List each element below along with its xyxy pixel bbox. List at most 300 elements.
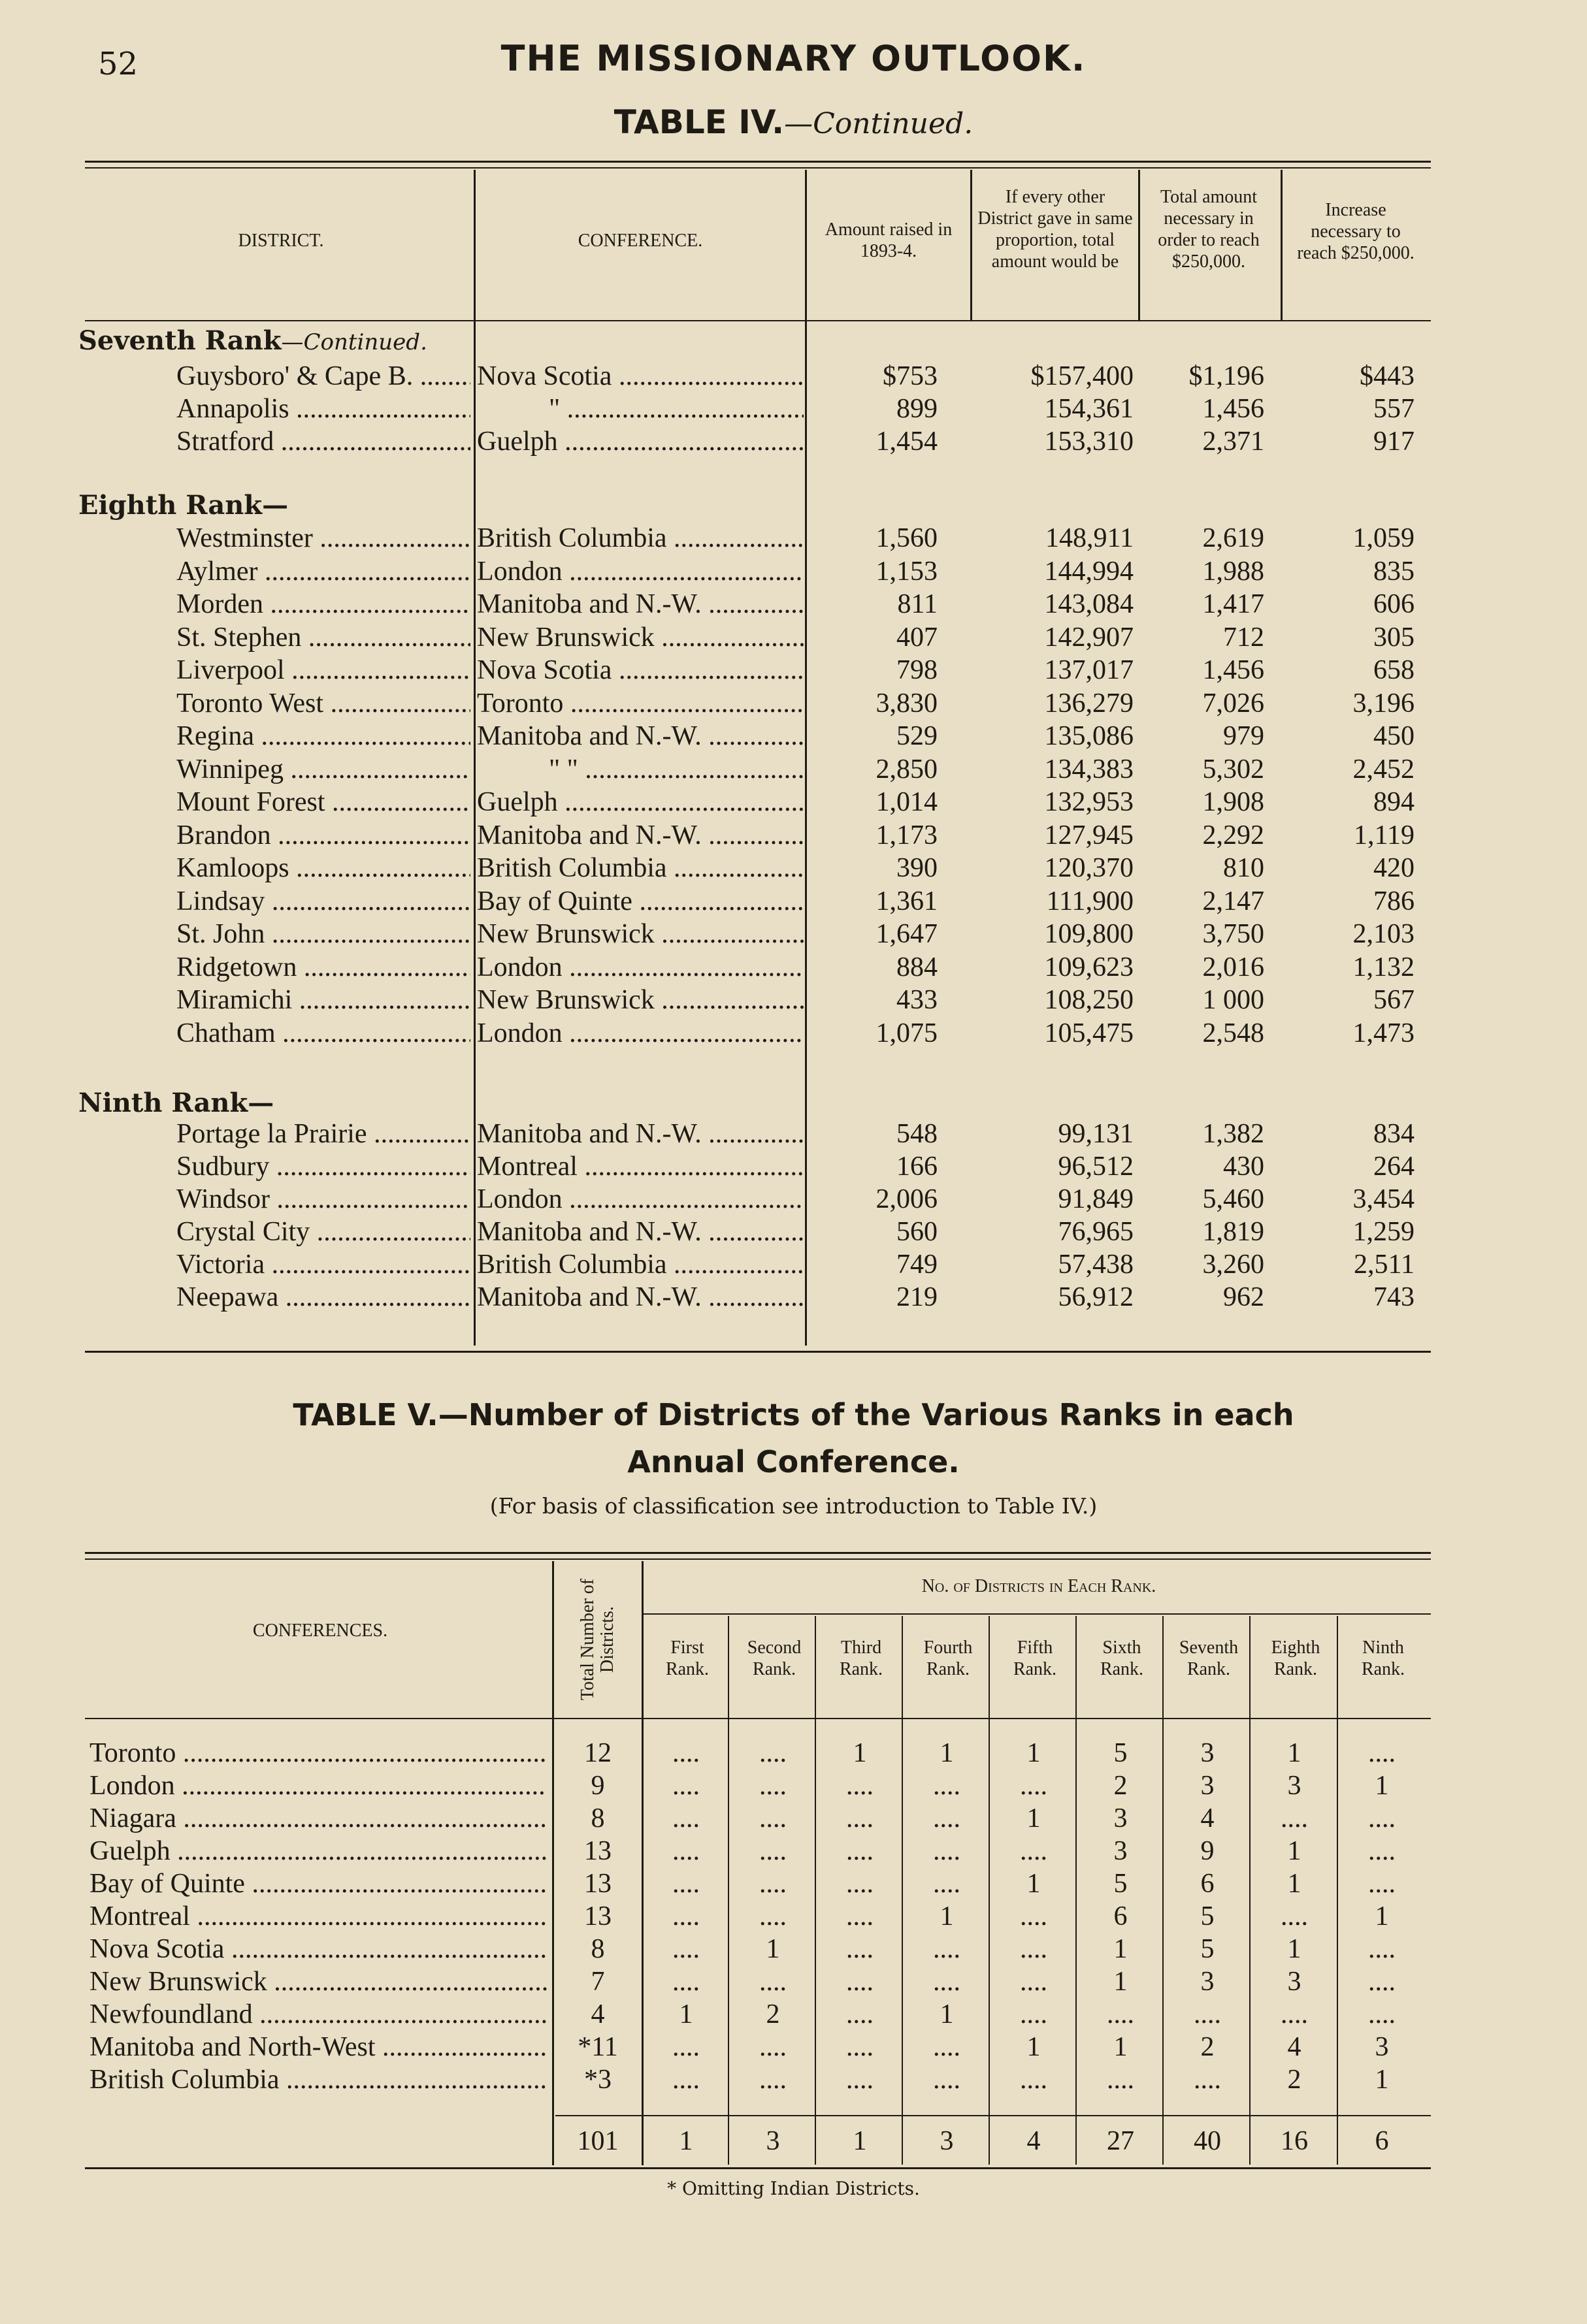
rank-count: 1 [853, 1738, 867, 1768]
rank-count: .... [759, 2065, 787, 2095]
rank-total: 16 [1281, 2126, 1308, 2156]
total-districts: 7 [591, 1967, 605, 1997]
rank-count: 1 [1113, 1934, 1128, 1964]
table-row [0, 589, 1587, 621]
conference-name: Manitoba and N.-W. ..... [477, 720, 804, 752]
amount-raised: 548 [896, 1119, 938, 1149]
total-districts: 12 [584, 1738, 612, 1768]
table-row [0, 1737, 1587, 1770]
increase-necessary: 2,511 [1354, 1250, 1415, 1280]
conference-name: British Columbia ..... [477, 523, 804, 554]
district-name: Kamloops ..... [176, 852, 470, 884]
rank-count: .... [1020, 1934, 1047, 1964]
header-total-districts: Total Number of Districts. [578, 1578, 617, 1701]
total-necessary: 712 [1223, 622, 1264, 653]
proportional-total: 154,361 [1044, 394, 1134, 424]
total-necessary: 5,302 [1202, 754, 1264, 784]
table-row [0, 361, 1587, 393]
conference-name: Toronto ..... [90, 1737, 547, 1769]
table4-bottom-rule [85, 1351, 1431, 1353]
header-amount-raised: Amount raised in 1893-4. [825, 219, 953, 261]
district-name: Chatham ..... [176, 1018, 470, 1049]
table-row [0, 786, 1587, 819]
conference-name: Guelph ..... [477, 786, 804, 818]
total-necessary: 962 [1223, 1282, 1264, 1312]
amount-raised: 884 [896, 952, 938, 982]
rank-count: .... [759, 1967, 787, 1997]
total-necessary: 1,988 [1202, 556, 1264, 587]
total-districts: *11 [578, 2032, 618, 2062]
rank-count: .... [1020, 1999, 1047, 2029]
rank-count: .... [672, 2065, 700, 2095]
total-necessary: 430 [1223, 1152, 1264, 1182]
table5-bottom-rule [85, 2167, 1431, 2169]
conference-name: Montreal ..... [90, 1901, 547, 1932]
conference-name: Manitoba and North-West ..... [90, 2031, 547, 2063]
district-name: Winnipeg ..... [176, 754, 470, 785]
conference-name: British Columbia ..... [477, 1249, 804, 1280]
district-name: Morden ..... [176, 589, 470, 620]
rank-count: .... [1368, 1967, 1396, 1997]
table-row [0, 820, 1587, 852]
rank-count: 5 [1200, 1901, 1215, 1931]
header-conference: CONFERENCE. [578, 231, 703, 251]
rank-count: 3 [1287, 1967, 1301, 1997]
rank-count: .... [1368, 1836, 1396, 1866]
table-row [0, 2064, 1587, 2097]
table-row [0, 720, 1587, 753]
rank-count: .... [933, 1803, 960, 1833]
increase-necessary: 1,059 [1352, 523, 1415, 553]
rank-count: 1 [940, 1999, 954, 2029]
rank-count: 5 [1113, 1869, 1128, 1899]
district-name: Victoria ..... [176, 1249, 470, 1280]
amount-raised: 1,454 [875, 427, 938, 457]
conference-name: Nova Scotia ..... [477, 361, 804, 392]
total-necessary: 1,417 [1202, 589, 1264, 619]
table-row [0, 754, 1587, 786]
table-row [0, 918, 1587, 951]
rank-count: 1 [1026, 1869, 1041, 1899]
rank-count: 3 [1200, 1967, 1215, 1997]
header-rank-9: Ninth Rank. [1361, 1638, 1405, 1679]
rank-count: .... [846, 1836, 874, 1866]
rank-count: .... [672, 1869, 700, 1899]
amount-raised: 2,006 [875, 1184, 938, 1214]
total-necessary: 979 [1223, 721, 1264, 751]
proportional-total: 148,911 [1045, 523, 1134, 553]
rank-count: 4 [1200, 1803, 1215, 1833]
rank-count: .... [1368, 1934, 1396, 1964]
increase-necessary: 2,103 [1352, 919, 1415, 949]
conference-name: British Columbia ..... [477, 852, 804, 884]
increase-necessary: 743 [1373, 1282, 1415, 1312]
total-necessary: 2,548 [1202, 1018, 1264, 1048]
proportional-total: 96,512 [1058, 1152, 1134, 1182]
table4-col-divider-4 [1138, 170, 1140, 320]
proportional-total: 109,623 [1044, 952, 1134, 982]
district-name: Toronto West ..... [176, 688, 470, 719]
table-row [0, 556, 1587, 589]
header-if-every-other: If every other District gave in same proportion, total amount would be [977, 187, 1133, 272]
rank-count: 1 [1026, 1738, 1041, 1768]
rank-count: .... [759, 1803, 787, 1833]
increase-necessary: 305 [1373, 622, 1415, 653]
district-name: Lindsay ..... [176, 886, 470, 917]
conference-name: New Brunswick ..... [477, 918, 804, 950]
total-necessary: 1,456 [1202, 394, 1264, 424]
rank-count: .... [1020, 1967, 1047, 1997]
table5-title-line1: TABLE V.—Number of Districts of the Various Ranks in each [293, 1397, 1294, 1432]
conference-name: New Brunswick ..... [477, 984, 804, 1016]
total-districts: 8 [591, 1803, 605, 1833]
table-row [0, 2031, 1587, 2064]
header-rank-1: First Rank. [665, 1638, 710, 1679]
rank-count: 6 [1113, 1901, 1128, 1931]
proportional-total: 109,800 [1044, 919, 1134, 949]
district-name: Brandon ..... [176, 820, 470, 851]
rank-count: .... [1020, 2065, 1047, 2095]
district-name: Miramichi ..... [176, 984, 470, 1016]
rank-count: 3 [1287, 1771, 1301, 1801]
rank-count: .... [672, 1901, 700, 1931]
header-rank-8: Eighth Rank. [1271, 1638, 1320, 1679]
header-rank-4: Fourth Rank. [923, 1638, 973, 1679]
district-name: Guysboro' & Cape B. ..... [176, 361, 470, 392]
table5-header-rule [85, 1718, 1431, 1719]
table4-top-rule-2 [85, 167, 1431, 169]
conference-name: Bay of Quinte ..... [477, 886, 804, 917]
rank-total: 3 [766, 2126, 780, 2156]
total-necessary: 1 000 [1202, 985, 1264, 1015]
conference-name: Montreal ..... [477, 1151, 804, 1182]
rank-count: .... [672, 1803, 700, 1833]
amount-raised: 798 [896, 655, 938, 685]
header-increase-necessary: Increase necessary to reach $250,000. [1297, 200, 1415, 263]
rank-heading-ninth: Ninth Rank— [78, 1088, 274, 1118]
conference-name: London ..... [90, 1770, 547, 1801]
district-name: Aylmer ..... [176, 556, 470, 587]
rank-count: 1 [1375, 1771, 1389, 1801]
district-name: Crystal City ..... [176, 1216, 470, 1248]
header-rank-3: Third Rank. [839, 1638, 883, 1679]
rank-count: 4 [1287, 2032, 1301, 2062]
increase-necessary: 786 [1373, 886, 1415, 916]
proportional-total: 57,438 [1058, 1250, 1134, 1280]
increase-necessary: 835 [1373, 556, 1415, 587]
rank-total: 6 [1375, 2126, 1389, 2156]
district-name: Westminster ..... [176, 523, 470, 554]
table4-col-divider-3 [970, 170, 972, 320]
proportional-total: 153,310 [1044, 427, 1134, 457]
table4-top-rule [85, 161, 1431, 163]
rank-count: .... [672, 1836, 700, 1866]
rank-count: 1 [1287, 1836, 1301, 1866]
proportional-total: 143,084 [1044, 589, 1134, 619]
page-number: 52 [98, 46, 139, 82]
table4-header-rule [85, 320, 1431, 321]
rank-count: .... [759, 2032, 787, 2062]
rank-count: .... [846, 1901, 874, 1931]
table4-title [0, 103, 1587, 141]
rank-count: .... [846, 1999, 874, 2029]
table-row [0, 1933, 1587, 1966]
rank-count: 1 [1375, 1901, 1389, 1931]
rank-total: 27 [1107, 2126, 1134, 2156]
amount-raised: 811 [897, 589, 938, 619]
rank-count: .... [672, 1738, 700, 1768]
proportional-total: 108,250 [1044, 985, 1134, 1015]
conference-name: Bay of Quinte ..... [90, 1868, 547, 1899]
rank-count: .... [1281, 1803, 1308, 1833]
table-row [0, 523, 1587, 555]
table-row [0, 852, 1587, 885]
table-row [0, 654, 1587, 687]
rank-count: .... [1281, 1901, 1308, 1931]
proportional-total: 137,017 [1044, 655, 1134, 685]
district-name: Stratford ..... [176, 426, 470, 457]
rank-count: 1 [1026, 2032, 1041, 2062]
table-row [0, 1184, 1587, 1216]
header-district: DISTRICT. [238, 231, 324, 251]
rank-count: .... [759, 1869, 787, 1899]
amount-raised: 3,830 [875, 688, 938, 718]
grand-total: 101 [577, 2126, 619, 2156]
district-name: Liverpool ..... [176, 654, 470, 686]
total-necessary: 2,619 [1202, 523, 1264, 553]
rank-total: 1 [853, 2126, 867, 2156]
rank-count: 3 [1375, 2032, 1389, 2062]
increase-necessary: 606 [1373, 589, 1415, 619]
rank-count: .... [846, 1934, 874, 1964]
rank-count: 1 [940, 1901, 954, 1931]
rank-count: 6 [1200, 1869, 1215, 1899]
amount-raised: 433 [896, 985, 938, 1015]
rank-count: 1 [1287, 1738, 1301, 1768]
proportional-total: 56,912 [1058, 1282, 1134, 1312]
proportional-total: 142,907 [1044, 622, 1134, 653]
total-necessary: 1,382 [1202, 1119, 1264, 1149]
district-name: Ridgetown ..... [176, 952, 470, 983]
rank-count: 3 [1113, 1836, 1128, 1866]
conference-name: London ..... [477, 1184, 804, 1215]
proportional-total: 132,953 [1044, 787, 1134, 817]
district-name: Portage la Prairie ..... [176, 1118, 470, 1150]
rank-count: .... [1020, 1836, 1047, 1866]
increase-necessary: 894 [1373, 787, 1415, 817]
rank-heading-seventh: Seventh Rank—Continued. [78, 325, 427, 356]
rank-count: 1 [1375, 2065, 1389, 2095]
rank-count: 5 [1113, 1738, 1128, 1768]
rank-count: .... [1368, 1803, 1396, 1833]
amount-raised: 166 [896, 1152, 938, 1182]
proportional-total: 105,475 [1044, 1018, 1134, 1048]
district-name: Windsor ..... [176, 1184, 470, 1215]
rank-count: .... [759, 1771, 787, 1801]
proportional-total: 91,849 [1058, 1184, 1134, 1214]
conference-name: Guelph ..... [477, 426, 804, 457]
conference-name: Manitoba and N.-W. ..... [477, 589, 804, 620]
rank-count: .... [933, 1967, 960, 1997]
total-necessary: 7,026 [1202, 688, 1264, 718]
conference-name: Newfoundland ..... [90, 1999, 547, 2030]
rank-count: 2 [1113, 1771, 1128, 1801]
table-row [0, 1249, 1587, 1282]
table4-col-divider-5 [1281, 170, 1283, 320]
amount-raised: 219 [896, 1282, 938, 1312]
total-districts: *3 [584, 2065, 612, 2095]
rank-count: 1 [1287, 1934, 1301, 1964]
increase-necessary: 834 [1373, 1119, 1415, 1149]
rank-count: .... [1368, 1738, 1396, 1768]
rank-count: .... [1368, 1999, 1396, 2029]
rank-count: 3 [1200, 1771, 1215, 1801]
table5-top-rule [85, 1552, 1431, 1554]
header-rank-7: Seventh Rank. [1179, 1638, 1239, 1679]
total-districts: 4 [591, 1999, 605, 2029]
increase-necessary: 1,119 [1354, 820, 1415, 850]
total-districts: 9 [591, 1771, 605, 1801]
conference-name: British Columbia ..... [90, 2064, 547, 2095]
amount-raised: 2,850 [875, 754, 938, 784]
conference-name: Manitoba and N.-W. ..... [477, 820, 804, 851]
rank-heading-eighth: Eighth Rank— [78, 490, 289, 521]
header-rank-5: Fifth Rank. [1013, 1638, 1057, 1679]
totals-row [0, 2125, 1587, 2158]
conference-name: London ..... [477, 556, 804, 587]
amount-raised: 390 [896, 853, 938, 883]
rank-count: .... [672, 2032, 700, 2062]
total-necessary: 810 [1223, 853, 1264, 883]
table4-title-main: TABLE IV. [614, 103, 785, 141]
conference-name: Toronto ..... [477, 688, 804, 719]
amount-raised: $753 [883, 361, 938, 391]
total-necessary: 2,292 [1202, 820, 1264, 850]
rank-count: .... [1281, 1999, 1308, 2029]
conference-name: Manitoba and N.-W. ..... [477, 1118, 804, 1150]
proportional-total: 136,279 [1044, 688, 1134, 718]
conference-name: " " ..... [477, 754, 804, 785]
proportional-total: $157,400 [1030, 361, 1134, 391]
conference-name: Guelph ..... [90, 1835, 547, 1867]
table-row [0, 886, 1587, 918]
rank-total: 3 [940, 2126, 954, 2156]
rank-count: .... [933, 2065, 960, 2095]
rank-count: .... [759, 1836, 787, 1866]
proportional-total: 99,131 [1058, 1119, 1134, 1149]
rank-count: .... [846, 1967, 874, 1997]
header-total-necessary: Total amount necessary in order to reach $250,000. [1158, 187, 1260, 272]
total-necessary: 5,460 [1202, 1184, 1264, 1214]
rank-count: .... [933, 1869, 960, 1899]
rank-count: 1 [1113, 1967, 1128, 1997]
rank-count: .... [933, 1771, 960, 1801]
amount-raised: 1,361 [875, 886, 938, 916]
increase-necessary: 567 [1373, 985, 1415, 1015]
district-name: Neepawa ..... [176, 1282, 470, 1313]
rank-count: .... [1107, 1999, 1134, 2029]
table5-title-line2: Annual Conference. [627, 1444, 960, 1479]
table-row [0, 1803, 1587, 1835]
increase-necessary: 264 [1373, 1152, 1415, 1182]
table-row [0, 952, 1587, 984]
rank-count: .... [1020, 1771, 1047, 1801]
rank-count: .... [759, 1738, 787, 1768]
table-row [0, 1151, 1587, 1184]
rank-count: .... [933, 1836, 960, 1866]
rank-count: .... [672, 1771, 700, 1801]
conference-name: Niagara ..... [90, 1803, 547, 1834]
rank-count: 3 [1200, 1738, 1215, 1768]
rank-count: .... [846, 1803, 874, 1833]
rank-count: 1 [1026, 1803, 1041, 1833]
amount-raised: 1,647 [875, 919, 938, 949]
rank-total: 4 [1026, 2126, 1041, 2156]
total-necessary: $1,196 [1188, 361, 1264, 391]
increase-necessary: 3,196 [1352, 688, 1415, 718]
table-row [0, 426, 1587, 459]
total-districts: 13 [584, 1901, 612, 1931]
proportional-total: 134,383 [1044, 754, 1134, 784]
table-row [0, 1770, 1587, 1803]
rank-count: .... [846, 2065, 874, 2095]
rank-count: .... [759, 1901, 787, 1931]
header-rank-group: No. of Districts in Each Rank. [921, 1576, 1156, 1596]
increase-necessary: 1,259 [1352, 1217, 1415, 1247]
rank-count: .... [1020, 1901, 1047, 1931]
increase-necessary: 1,132 [1352, 952, 1415, 982]
amount-raised: 1,075 [875, 1018, 938, 1048]
amount-raised: 899 [896, 394, 938, 424]
rank-count: 1 [1113, 2032, 1128, 2062]
conference-name: Nova Scotia ..... [477, 654, 804, 686]
amount-raised: 529 [896, 721, 938, 751]
amount-raised: 1,173 [875, 820, 938, 850]
table-row [0, 622, 1587, 654]
amount-raised: 1,560 [875, 523, 938, 553]
rank-count: 3 [1113, 1803, 1128, 1833]
proportional-total: 76,965 [1058, 1217, 1134, 1247]
table5-total-rule [555, 2115, 1431, 2116]
total-necessary: 1,819 [1202, 1217, 1264, 1247]
conference-name: Manitoba and N.-W. ..... [477, 1282, 804, 1313]
district-name: Annapolis ..... [176, 393, 470, 425]
conference-name: London ..... [477, 1018, 804, 1049]
rank-count: 1 [1287, 1869, 1301, 1899]
total-necessary: 2,016 [1202, 952, 1264, 982]
table5-title [0, 1391, 1587, 1485]
rank-count: .... [846, 2032, 874, 2062]
rank-count: 2 [766, 1999, 780, 2029]
table-row [0, 1901, 1587, 1933]
table-row [0, 1118, 1587, 1151]
rank-count: 5 [1200, 1934, 1215, 1964]
amount-raised: 1,014 [875, 787, 938, 817]
table-row [0, 1868, 1587, 1901]
proportional-total: 120,370 [1044, 853, 1134, 883]
header-rank-6: Sixth Rank. [1100, 1638, 1144, 1679]
table-row [0, 688, 1587, 720]
conference-name: London ..... [477, 952, 804, 983]
rank-count: 2 [1287, 2065, 1301, 2095]
amount-raised: 1,153 [875, 556, 938, 587]
table-row [0, 1966, 1587, 1999]
increase-necessary: 420 [1373, 853, 1415, 883]
rank-count: .... [846, 1869, 874, 1899]
total-necessary: 2,147 [1202, 886, 1264, 916]
table4-title-suffix: —Continued. [784, 107, 973, 140]
rank-count: .... [1194, 2065, 1221, 2095]
